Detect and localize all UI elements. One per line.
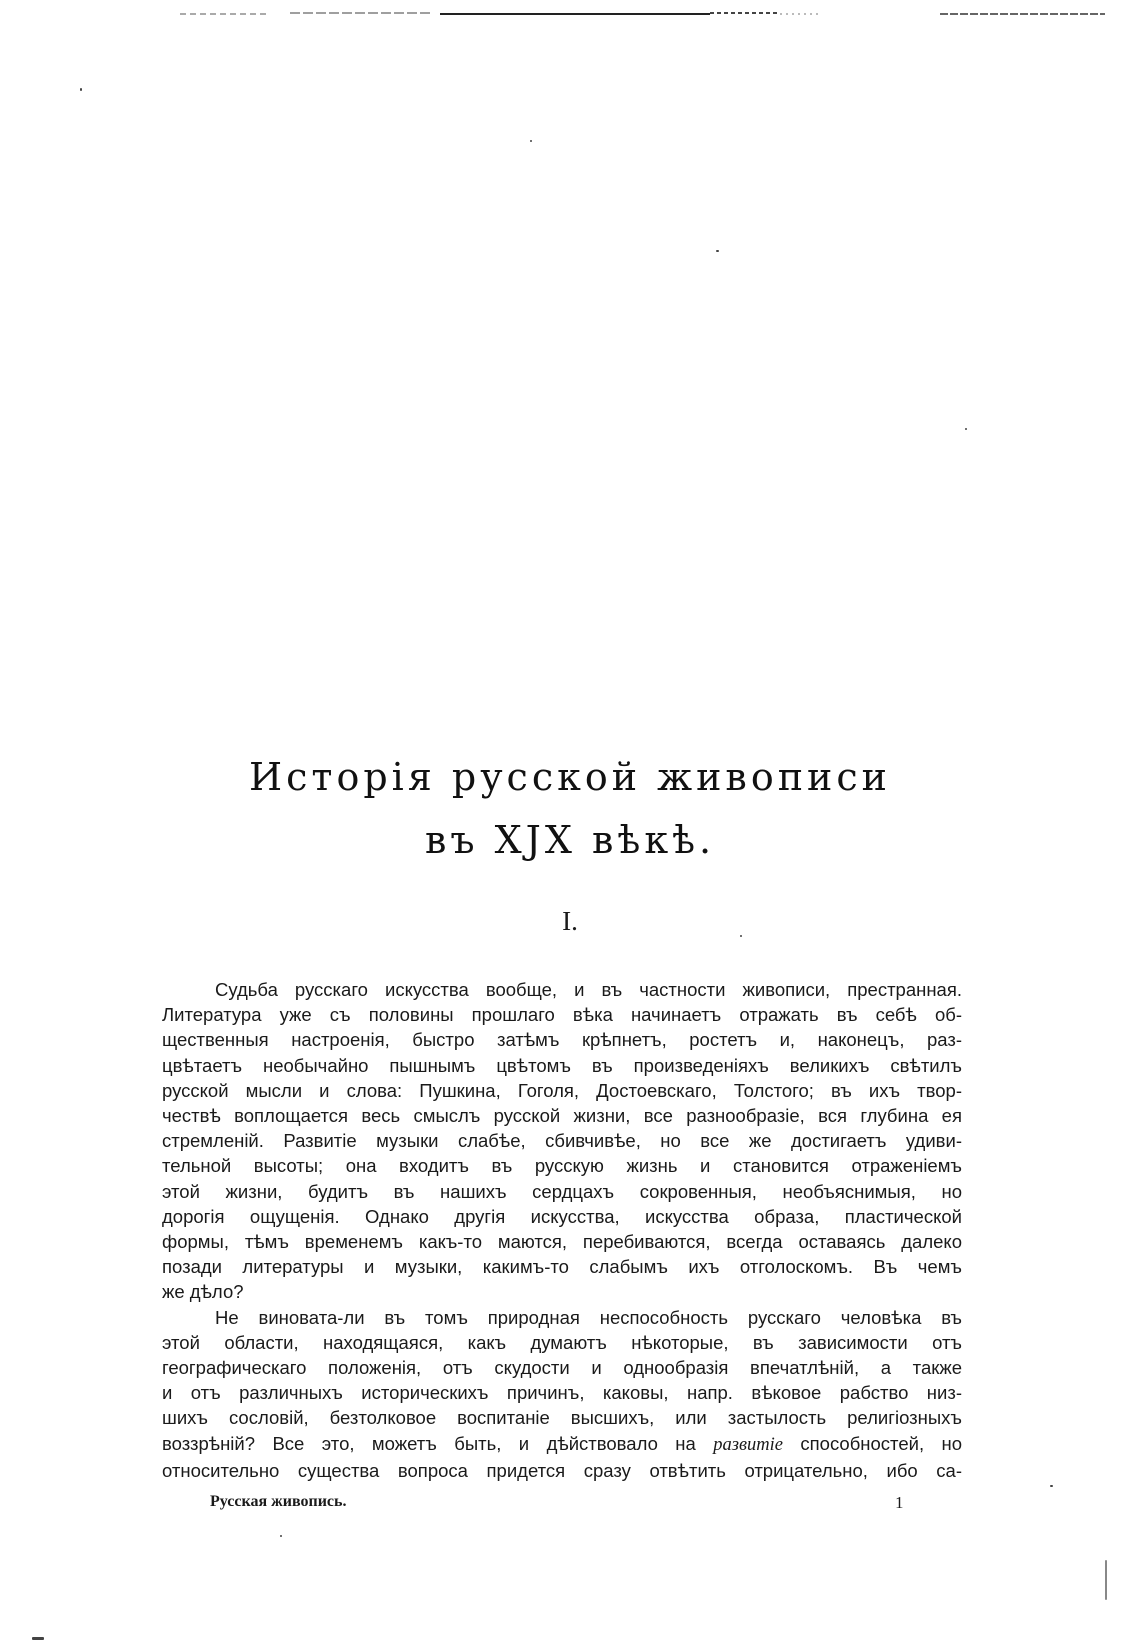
- text-line: щественныя настроенія, быстро затѣмъ крѣпнетъ, ростетъ и, наконецъ, раз-: [162, 1029, 962, 1051]
- paragraph-1: [162, 977, 962, 1305]
- paragraph-2: [162, 1305, 962, 1483]
- text-line: же дѣло?: [162, 1281, 244, 1303]
- text-line: тельной высоты; она входитъ въ русскую жизнь и становится отраженіемъ: [162, 1155, 962, 1177]
- scan-edge-artifact: [180, 8, 1105, 18]
- text-line: и отъ различныхъ историческихъ причинъ, каковы, напр. вѣковое рабство низ-: [162, 1382, 962, 1404]
- text-line: шихъ сословій, безтолковое воспитаніе высшихъ, или застылость религіозныхъ: [162, 1407, 962, 1429]
- text-line: Литература уже съ половины прошлаго вѣка начинаетъ отражать въ себѣ об-: [162, 1004, 962, 1026]
- text-line: дорогія ощущенія. Однако другія искусства, искусства образа, пластической: [162, 1205, 962, 1227]
- page-title-line-1: Исторія русской живописи: [249, 755, 891, 799]
- scan-speck: [1105, 1560, 1107, 1600]
- scan-speck: [965, 428, 967, 430]
- body-text: [162, 977, 962, 1483]
- scan-speck: [1050, 1485, 1053, 1487]
- text-line: стремленій. Развитіе музыки слабѣе, сбивчивѣе, но все же достигаетъ удиви-: [162, 1130, 962, 1152]
- scan-speck: [716, 250, 719, 252]
- text-line: относительно существа вопроса придется сразу отвѣтить отрицательно, ибо са-: [162, 1459, 962, 1481]
- scan-speck: [280, 1535, 282, 1537]
- text-line-with-emphasis: [162, 1431, 962, 1458]
- scan-speck: [32, 1637, 44, 1640]
- text-line: этой области, находящаяся, какъ думаютъ нѣкоторые, въ зависимости отъ: [162, 1331, 962, 1353]
- page-number: 1: [895, 1493, 904, 1512]
- text-run: воззрѣній? Все это, можетъ быть, и дѣйствовало на: [162, 1432, 696, 1454]
- page-title-line-2: въ XJX вѣкѣ.: [424, 818, 716, 862]
- text-line: чествѣ воплощается весь смыслъ русской жизни, все разнообразіе, вся глубина ея: [162, 1105, 962, 1127]
- text-line: Судьба русскаго искусства вообще, и въ частности живописи, престранная.: [215, 979, 962, 1000]
- chapter-number: I.: [562, 906, 578, 936]
- text-line: географическаго положенія, отъ скудости и однообразія впечатлѣній, а также: [162, 1357, 962, 1379]
- scan-speck: [530, 140, 532, 142]
- text-line: этой жизни, будитъ въ нашихъ сердцахъ сокровенныя, необъяснимыя, но: [162, 1180, 962, 1202]
- running-footer: Русская живопись.: [210, 1493, 347, 1510]
- text-line: цвѣтаетъ необычайно пышнымъ цвѣтомъ въ произведеніяхъ великихъ свѣтилъ: [162, 1054, 962, 1076]
- text-run: способностей, но: [800, 1432, 963, 1454]
- scan-speck: [80, 88, 82, 91]
- emphasized-word: развитіе: [713, 1434, 783, 1455]
- text-line: формы, тѣмъ временемъ какъ-то маются, перебиваются, всегда оставаясь далеко: [162, 1231, 962, 1253]
- text-line: позади литературы и музыки, какимъ-то слабымъ ихъ отголоскомъ. Въ чемъ: [162, 1256, 962, 1278]
- text-line: русской мысли и слова: Пушкина, Гоголя, Достоевскаго, Толстого; въ ихъ твор-: [162, 1079, 962, 1101]
- text-line: Не виновата-ли въ томъ природная неспособность русскаго человѣка въ: [215, 1306, 962, 1328]
